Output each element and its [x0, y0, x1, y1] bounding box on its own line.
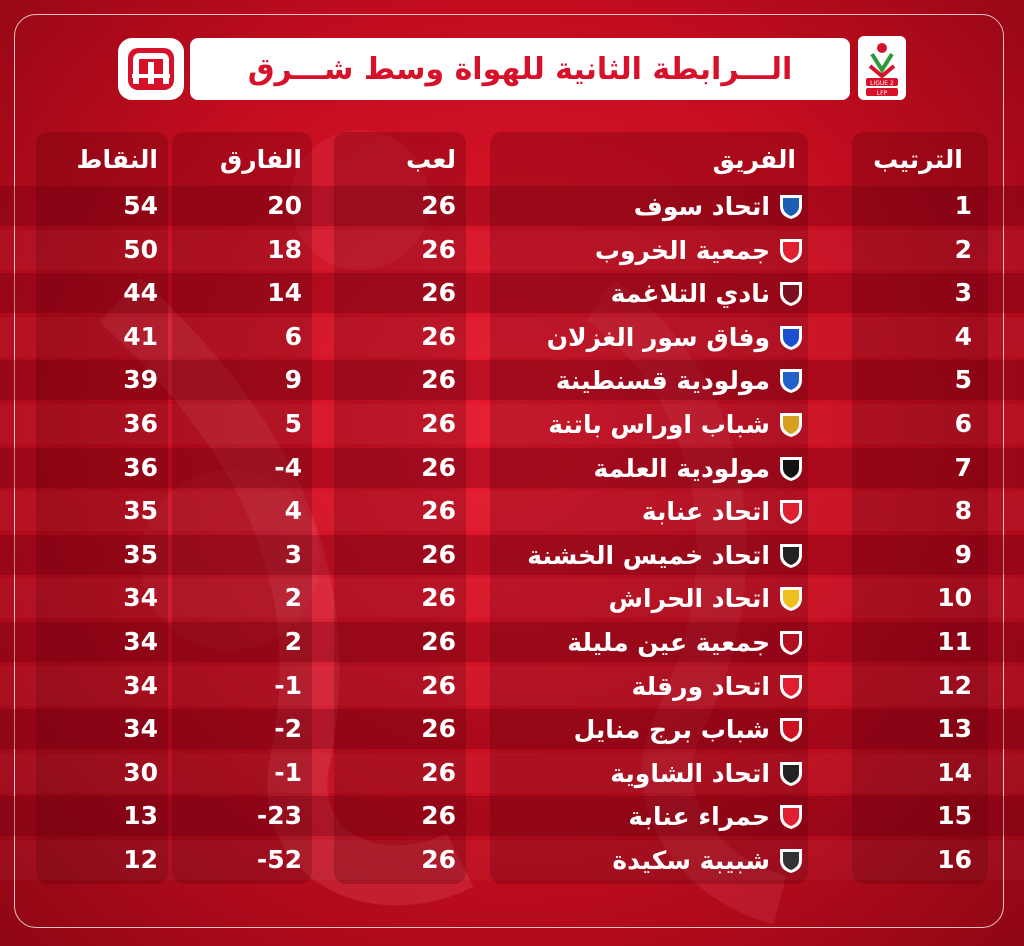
rank-cell: 8 [954, 496, 972, 525]
brand-logo-icon [118, 38, 184, 100]
rank-cell: 2 [954, 235, 972, 264]
points-cell: 34 [123, 627, 158, 656]
diff-cell: -1 [274, 758, 302, 787]
team-cell [500, 404, 804, 444]
rank-cell: 5 [954, 365, 972, 394]
diff-cell: 5 [284, 409, 302, 438]
rank-cell: 9 [954, 540, 972, 569]
team-name: اتحاد عنابة [641, 496, 770, 526]
played-cell: 26 [421, 540, 456, 569]
diff-cell: 3 [284, 540, 302, 569]
team-name: اتحاد سوف [633, 191, 770, 221]
team-name: شباب برج منايل [573, 714, 770, 744]
header-points: النقاط [76, 145, 158, 174]
team-crest-icon [778, 366, 804, 394]
played-cell: 26 [421, 627, 456, 656]
team-cell [500, 535, 804, 575]
played-cell: 26 [421, 365, 456, 394]
points-cell: 44 [123, 278, 158, 307]
team-cell [500, 186, 804, 226]
header-rank: الترتيب [873, 145, 963, 174]
team-cell [500, 578, 804, 618]
brand-logo [118, 38, 184, 100]
diff-cell: 14 [267, 278, 302, 307]
rank-cell: 15 [937, 801, 972, 830]
rank-cell: 13 [937, 714, 972, 743]
played-cell: 26 [421, 409, 456, 438]
league-logo-icon [858, 36, 906, 100]
team-cell [500, 273, 804, 313]
rank-cell: 1 [954, 191, 972, 220]
points-cell: 30 [123, 758, 158, 787]
points-cell: 34 [123, 714, 158, 743]
rank-cell: 4 [954, 322, 972, 351]
league-badge-line2: LFP [876, 90, 888, 97]
team-crest-icon [778, 672, 804, 700]
played-cell: 26 [421, 191, 456, 220]
team-cell [500, 709, 804, 749]
team-cell [500, 491, 804, 531]
diff-cell: -23 [256, 801, 302, 830]
header-team: الفريق [712, 145, 796, 174]
team-name: جمعية عين مليلة [567, 627, 770, 657]
page-title [190, 38, 850, 100]
rank-cell: 7 [954, 453, 972, 482]
played-cell: 26 [421, 845, 456, 874]
league-badge-line1: LIGUE 2 [870, 80, 894, 87]
played-cell: 26 [421, 496, 456, 525]
team-name: شباب اوراس باتنة [548, 409, 770, 439]
rank-cell: 11 [937, 627, 972, 656]
team-cell [500, 360, 804, 400]
points-cell: 50 [123, 235, 158, 264]
team-crest-icon [778, 323, 804, 351]
page-title-text: الـــرابطة الثانية للهواة وسط شـــرق [247, 51, 793, 87]
played-cell: 26 [421, 278, 456, 307]
team-name: شبيبة سكيدة [612, 845, 770, 875]
team-name: وفاق سور الغزلان [546, 322, 770, 352]
diff-cell: -52 [256, 845, 302, 874]
team-crest-icon [778, 846, 804, 874]
team-name: اتحاد ورقلة [631, 671, 770, 701]
points-cell: 35 [123, 496, 158, 525]
played-cell: 26 [421, 758, 456, 787]
league-badge [858, 36, 906, 100]
rank-cell: 3 [954, 278, 972, 307]
diff-cell: 2 [284, 627, 302, 656]
team-name: اتحاد الشاوية [610, 758, 770, 788]
points-cell: 34 [123, 583, 158, 612]
team-crest-icon [778, 497, 804, 525]
team-cell [500, 840, 804, 880]
team-name: مولودية قسنطينة [555, 365, 770, 395]
played-cell: 26 [421, 583, 456, 612]
team-name: نادي التلاغمة [610, 278, 770, 308]
played-cell: 26 [421, 714, 456, 743]
rank-cell: 6 [954, 409, 972, 438]
team-crest-icon [778, 628, 804, 656]
points-cell: 39 [123, 365, 158, 394]
played-cell: 26 [421, 671, 456, 700]
rank-cell: 10 [937, 583, 972, 612]
team-crest-icon [778, 584, 804, 612]
diff-cell: 9 [284, 365, 302, 394]
team-crest-icon [778, 410, 804, 438]
diff-cell: 20 [267, 191, 302, 220]
points-cell: 13 [123, 801, 158, 830]
header-diff: الفارق [219, 145, 302, 174]
points-cell: 36 [123, 453, 158, 482]
rank-cell: 16 [937, 845, 972, 874]
team-crest-icon [778, 541, 804, 569]
points-cell: 34 [123, 671, 158, 700]
points-cell: 41 [123, 322, 158, 351]
team-name: اتحاد الحراش [608, 583, 770, 613]
header-played: لعب [406, 145, 456, 174]
team-name: حمراء عنابة [628, 801, 770, 831]
team-crest-icon [778, 192, 804, 220]
team-cell [500, 622, 804, 662]
diff-cell: 2 [284, 583, 302, 612]
played-cell: 26 [421, 801, 456, 830]
points-cell: 36 [123, 409, 158, 438]
team-name: اتحاد خميس الخشنة [527, 540, 770, 570]
team-crest-icon [778, 236, 804, 264]
diff-cell: -4 [274, 453, 302, 482]
team-cell [500, 753, 804, 793]
team-name: جمعية الخروب [594, 235, 770, 265]
team-cell [500, 666, 804, 706]
points-cell: 35 [123, 540, 158, 569]
diff-cell: 6 [284, 322, 302, 351]
team-cell [500, 230, 804, 270]
team-crest-icon [778, 802, 804, 830]
diff-cell: -1 [274, 671, 302, 700]
diff-cell: -2 [274, 714, 302, 743]
rank-cell: 14 [937, 758, 972, 787]
team-crest-icon [778, 279, 804, 307]
team-crest-icon [778, 715, 804, 743]
team-crest-icon [778, 759, 804, 787]
team-cell [500, 317, 804, 357]
played-cell: 26 [421, 453, 456, 482]
points-cell: 12 [123, 845, 158, 874]
team-crest-icon [778, 454, 804, 482]
played-cell: 26 [421, 235, 456, 264]
played-cell: 26 [421, 322, 456, 351]
team-name: مولودية العلمة [593, 453, 770, 483]
team-cell [500, 796, 804, 836]
points-cell: 54 [123, 191, 158, 220]
rank-cell: 12 [937, 671, 972, 700]
diff-cell: 4 [284, 496, 302, 525]
team-cell [500, 448, 804, 488]
diff-cell: 18 [267, 235, 302, 264]
